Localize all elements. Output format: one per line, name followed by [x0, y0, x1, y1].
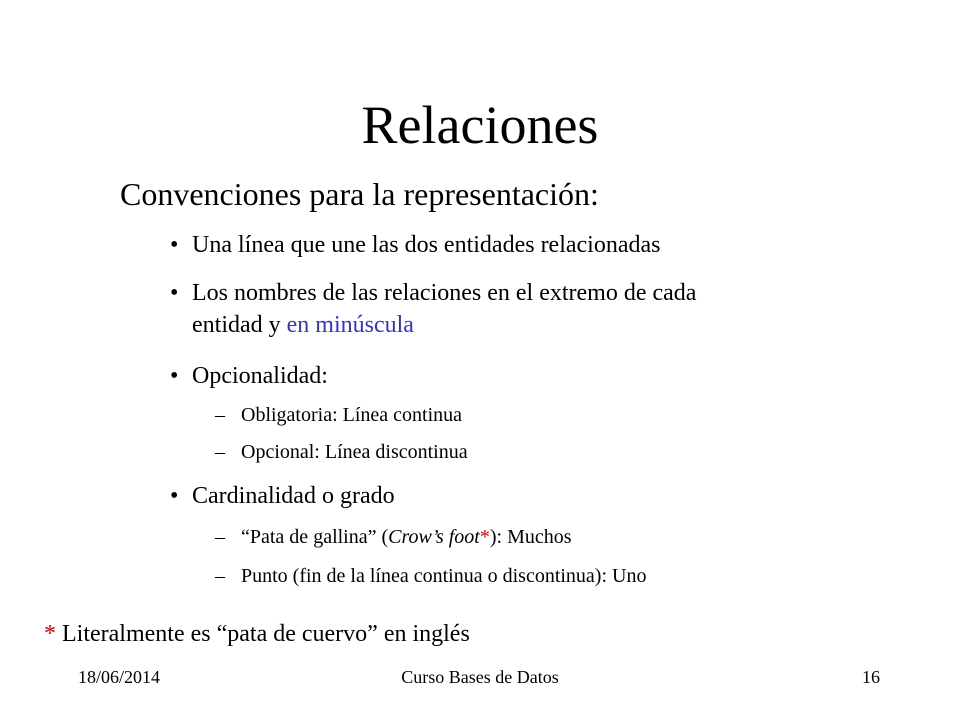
sub-bullet-item — [215, 439, 895, 465]
bullet-text: Cardinalidad o grado — [192, 483, 395, 509]
bullet-marker: • — [170, 232, 179, 258]
bullet-marker: • — [170, 280, 179, 306]
slide-title: Relaciones — [361, 95, 599, 155]
footnote-marker: * — [479, 526, 490, 548]
footnote — [44, 618, 470, 650]
sub-bullet-marker: – — [215, 441, 225, 463]
bullet-text — [192, 277, 890, 341]
sub-bullet-text: Obligatoria: Línea continua — [241, 404, 463, 426]
footer-course: Curso Bases de Datos — [401, 667, 559, 687]
footer-page-number: 16 — [862, 667, 880, 687]
sub-bullet-item — [215, 524, 895, 550]
bullet-marker: • — [170, 363, 179, 389]
bullet-text-line1: Los nombres de las relaciones en el extremo de cada — [192, 280, 697, 306]
sub-bullet-text-suffix: ): Muchos — [489, 526, 572, 548]
slide-subheading: Convenciones para la representación: — [120, 176, 599, 212]
sub-bullet-text: Opcional: Línea discontinua — [241, 441, 468, 463]
bullet-item — [170, 229, 890, 261]
italic-term: Crow’s foot — [388, 526, 480, 548]
footer-date: 18/06/2014 — [78, 667, 161, 687]
sub-bullet-marker: – — [215, 404, 225, 426]
sub-bullet-item — [215, 563, 895, 589]
bullet-text: Opcionalidad: — [192, 363, 328, 389]
sub-bullet-text — [241, 524, 895, 550]
sub-bullet-item — [215, 402, 895, 428]
sub-bullet-text-prefix: “Pata de gallina” ( — [241, 526, 389, 548]
bullet-item — [170, 480, 890, 512]
bullet-text: Una línea que une las dos entidades relacionadas — [192, 232, 661, 258]
bullet-item — [170, 360, 890, 392]
footnote-star: * — [44, 621, 56, 647]
bullet-item — [170, 277, 890, 341]
sub-bullet-marker: – — [215, 565, 225, 587]
bullet-text-line2-prefix: entidad y — [192, 312, 287, 338]
highlighted-text: en minúscula — [286, 312, 414, 338]
footnote-text: Literalmente es “pata de cuervo” en inglés — [56, 621, 470, 647]
bullet-marker: • — [170, 483, 179, 509]
sub-bullet-marker: – — [215, 526, 225, 548]
sub-bullet-text: Punto (fin de la línea continua o discontinua): Uno — [241, 565, 647, 587]
